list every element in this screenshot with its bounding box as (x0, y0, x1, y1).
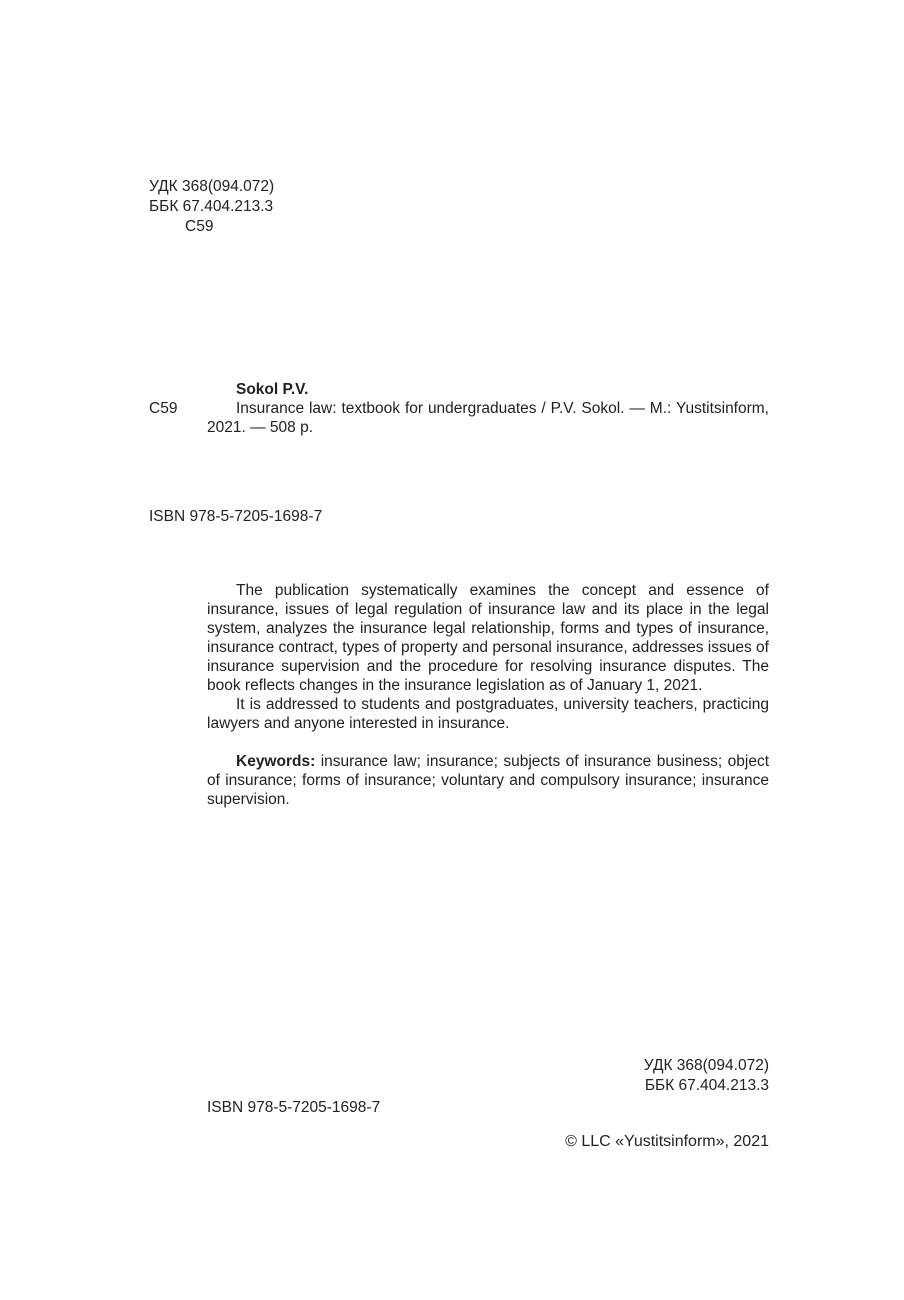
classification-codes-top (149, 177, 274, 237)
abstract-paragraph-1: The publication systematically examines the concept and essence of insurance, issues of legal regulation of insurance law and its place in the legal system, analyzes the insurance legal relationship, forms and types of insurance, insurance contract, types of property and personal insurance, addresses issues of insurance supervision and the procedure for resolving insurance disputes. The book reflects changes in the insurance legislation as of January 1, 2021. (207, 582, 769, 694)
keywords-label: Keywords: (236, 753, 316, 770)
record-line-1 (149, 399, 769, 418)
author-sign-code: С59 (185, 218, 214, 235)
keywords-paragraph (207, 752, 769, 809)
record-description-line-2: 2021. — 508 p. (207, 419, 313, 436)
isbn-bottom: ISBN 978-5-7205-1698-7 (207, 1099, 381, 1116)
udk-code-bottom: УДК 368(094.072) (643, 1057, 769, 1074)
abstract (207, 581, 769, 809)
copyright-notice: © LLC «Yustitsinform», 2021 (565, 1133, 769, 1150)
keywords-text: insurance law; insurance; subjects of insurance business; object of insurance; forms of insurance; voluntary and compulsory insurance; insurance supervision. (207, 753, 769, 808)
record-author: Sokol P.V. (236, 381, 309, 398)
record-description-line-1: Insurance law: textbook for undergraduates / P.V. Sokol. — M.: Yustitsinform, (236, 400, 769, 417)
abstract-paragraph-2: It is addressed to students and postgraduates, university teachers, practicing lawyers and anyone interested in insurance. (207, 696, 769, 732)
record-code: С59 (149, 400, 178, 417)
classification-codes-bottom (644, 1056, 769, 1096)
catalog-record (149, 380, 769, 437)
bbk-code: ББК 67.404.213.3 (149, 198, 274, 215)
isbn-top: ISBN 978-5-7205-1698-7 (149, 508, 323, 525)
udk-code: УДК 368(094.072) (149, 178, 275, 195)
bbk-code-bottom: ББК 67.404.213.3 (644, 1077, 769, 1094)
